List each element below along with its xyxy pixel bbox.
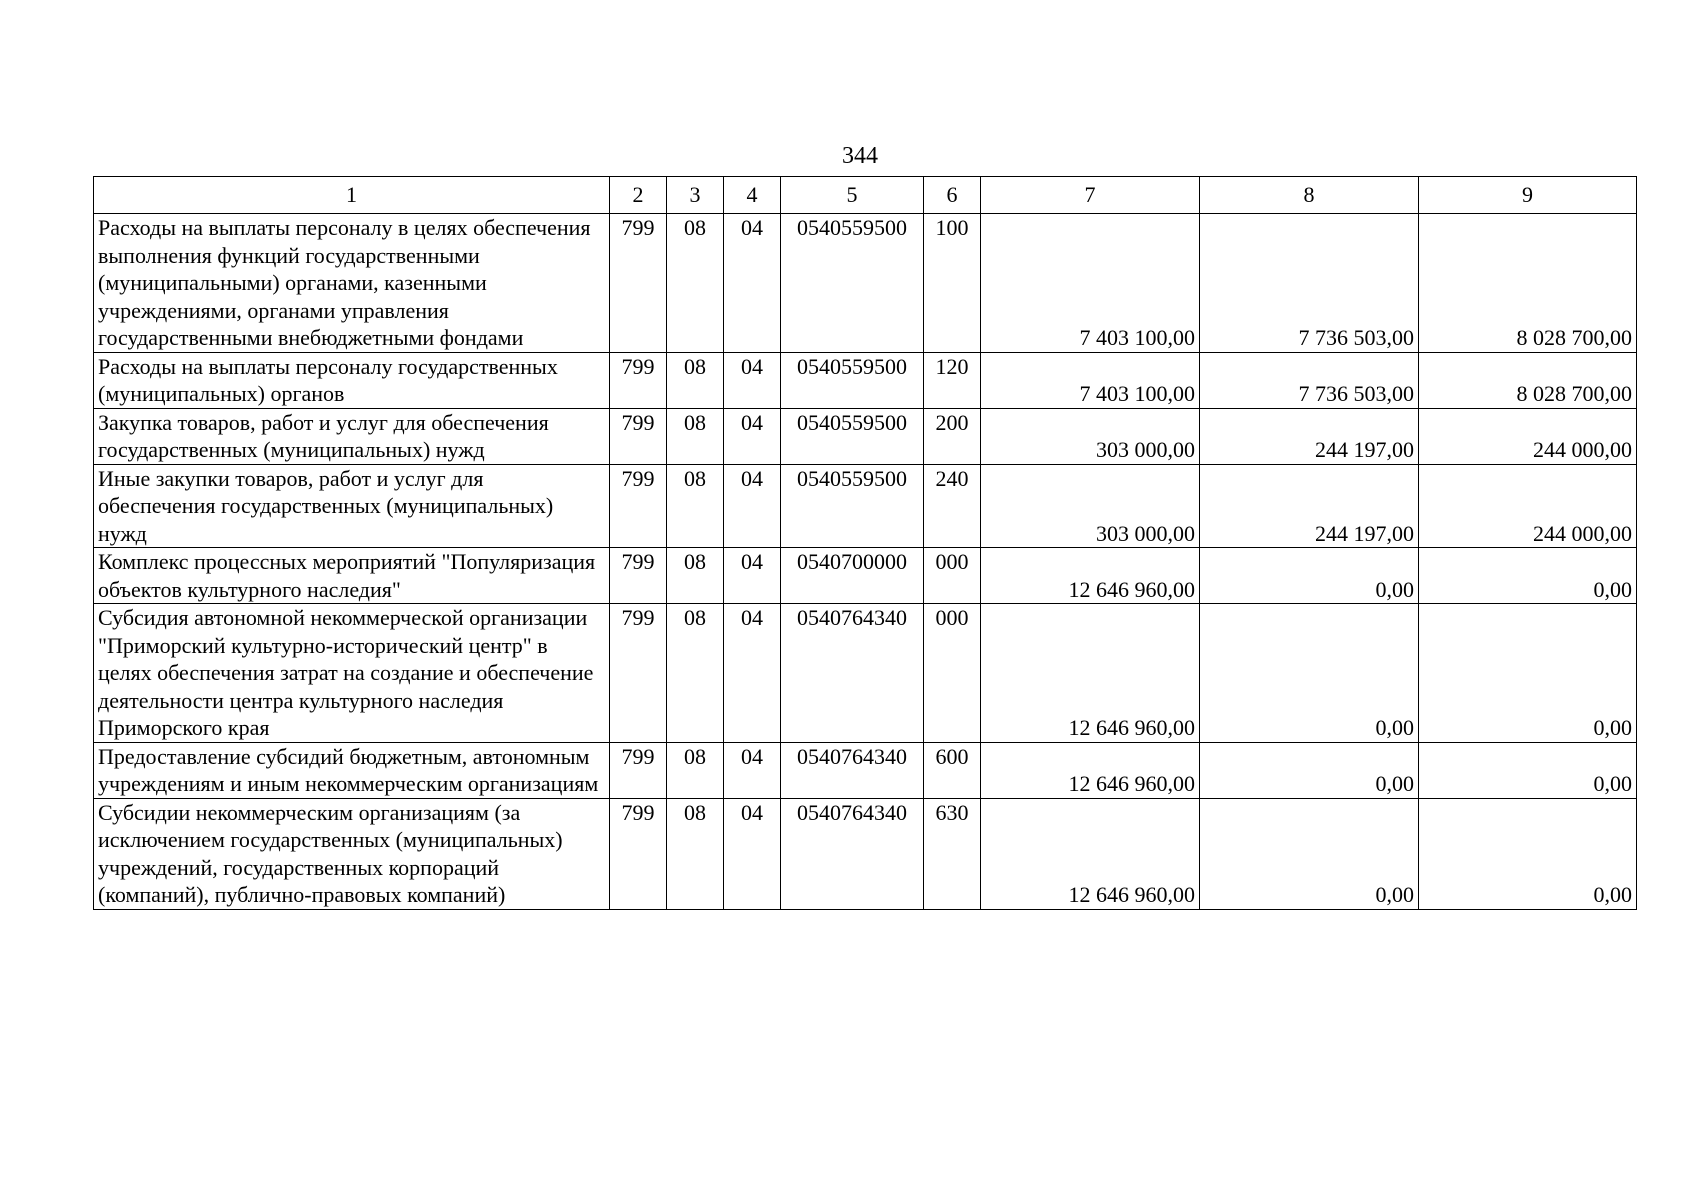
code-cell: 0540559500 — [781, 408, 924, 464]
code-cell: 08 — [667, 742, 724, 798]
expense-name: Субсидии некоммерческим организациям (за исключением государственных (муниципальных) учреждений, государственных корпораций (компаний), публично-правовых компаний) — [94, 798, 610, 909]
amount-cell: 0,00 — [1419, 548, 1637, 604]
header-cell: 2 — [610, 177, 667, 214]
code-cell: 799 — [610, 604, 667, 743]
code-cell: 08 — [667, 548, 724, 604]
amount-cell: 0,00 — [1200, 604, 1419, 743]
amount-cell: 0,00 — [1419, 604, 1637, 743]
amount-cell: 0,00 — [1200, 798, 1419, 909]
amount-cell: 7 403 100,00 — [981, 214, 1200, 353]
header-cell: 8 — [1200, 177, 1419, 214]
expense-name: Расходы на выплаты персоналу в целях обеспечения выполнения функций государственными (муниципальными) органами, казенными учреждениями, органами управления государственными внебюджетными фондами — [94, 214, 610, 353]
code-cell: 0540559500 — [781, 464, 924, 548]
code-cell: 08 — [667, 214, 724, 353]
code-cell: 0540764340 — [781, 604, 924, 743]
amount-cell: 7 736 503,00 — [1200, 352, 1419, 408]
amount-cell: 8 028 700,00 — [1419, 214, 1637, 353]
code-cell: 0540764340 — [781, 798, 924, 909]
expense-name: Комплекс процессных мероприятий "Популяризация объектов культурного наследия" — [94, 548, 610, 604]
table-row — [94, 352, 1637, 408]
table-row — [94, 548, 1637, 604]
code-cell: 799 — [610, 798, 667, 909]
code-cell: 000 — [924, 548, 981, 604]
amount-cell: 244 197,00 — [1200, 464, 1419, 548]
table-row — [94, 742, 1637, 798]
table-row — [94, 214, 1637, 353]
table-row — [94, 408, 1637, 464]
code-cell: 799 — [610, 352, 667, 408]
code-cell: 0540559500 — [781, 214, 924, 353]
expense-name: Иные закупки товаров, работ и услуг для обеспечения государственных (муниципальных) нужд — [94, 464, 610, 548]
code-cell: 04 — [724, 604, 781, 743]
table-row — [94, 798, 1637, 909]
header-cell: 3 — [667, 177, 724, 214]
code-cell: 04 — [724, 408, 781, 464]
amount-cell: 8 028 700,00 — [1419, 352, 1637, 408]
code-cell: 0540764340 — [781, 742, 924, 798]
expense-name: Расходы на выплаты персоналу государственных (муниципальных) органов — [94, 352, 610, 408]
code-cell: 240 — [924, 464, 981, 548]
amount-cell: 12 646 960,00 — [981, 604, 1200, 743]
expense-name: Закупка товаров, работ и услуг для обеспечения государственных (муниципальных) нужд — [94, 408, 610, 464]
code-cell: 04 — [724, 352, 781, 408]
amount-cell: 7 736 503,00 — [1200, 214, 1419, 353]
code-cell: 08 — [667, 464, 724, 548]
amount-cell: 244 197,00 — [1200, 408, 1419, 464]
code-cell: 04 — [724, 214, 781, 353]
code-cell: 799 — [610, 464, 667, 548]
budget-table — [93, 176, 1637, 910]
amount-cell: 303 000,00 — [981, 464, 1200, 548]
code-cell: 08 — [667, 604, 724, 743]
code-cell: 08 — [667, 352, 724, 408]
code-cell: 04 — [724, 798, 781, 909]
code-cell: 0540700000 — [781, 548, 924, 604]
code-cell: 120 — [924, 352, 981, 408]
amount-cell: 12 646 960,00 — [981, 548, 1200, 604]
amount-cell: 303 000,00 — [981, 408, 1200, 464]
header-cell: 5 — [781, 177, 924, 214]
amount-cell: 0,00 — [1200, 548, 1419, 604]
code-cell: 799 — [610, 214, 667, 353]
amount-cell: 0,00 — [1200, 742, 1419, 798]
header-cell: 6 — [924, 177, 981, 214]
code-cell: 000 — [924, 604, 981, 743]
code-cell: 04 — [724, 742, 781, 798]
header-cell: 7 — [981, 177, 1200, 214]
amount-cell: 12 646 960,00 — [981, 742, 1200, 798]
expense-name: Субсидия автономной некоммерческой организации "Приморский культурно-исторический центр" в целях обеспечения затрат на создание и обеспечение деятельности центра культурного наследия Приморского края — [94, 604, 610, 743]
page-number: 344 — [842, 143, 878, 169]
header-cell: 9 — [1419, 177, 1637, 214]
amount-cell: 12 646 960,00 — [981, 798, 1200, 909]
code-cell: 200 — [924, 408, 981, 464]
table-row — [94, 464, 1637, 548]
expense-name: Предоставление субсидий бюджетным, автономным учреждениям и иным некоммерческим организациям — [94, 742, 610, 798]
amount-cell: 244 000,00 — [1419, 408, 1637, 464]
table-row — [94, 604, 1637, 743]
code-cell: 630 — [924, 798, 981, 909]
code-cell: 04 — [724, 464, 781, 548]
amount-cell: 244 000,00 — [1419, 464, 1637, 548]
code-cell: 799 — [610, 408, 667, 464]
amount-cell: 0,00 — [1419, 798, 1637, 909]
header-cell: 4 — [724, 177, 781, 214]
amount-cell: 7 403 100,00 — [981, 352, 1200, 408]
code-cell: 08 — [667, 408, 724, 464]
header-cell: 1 — [94, 177, 610, 214]
code-cell: 799 — [610, 548, 667, 604]
code-cell: 04 — [724, 548, 781, 604]
amount-cell: 0,00 — [1419, 742, 1637, 798]
code-cell: 100 — [924, 214, 981, 353]
code-cell: 0540559500 — [781, 352, 924, 408]
code-cell: 799 — [610, 742, 667, 798]
header-row — [94, 177, 1637, 214]
code-cell: 600 — [924, 742, 981, 798]
code-cell: 08 — [667, 798, 724, 909]
